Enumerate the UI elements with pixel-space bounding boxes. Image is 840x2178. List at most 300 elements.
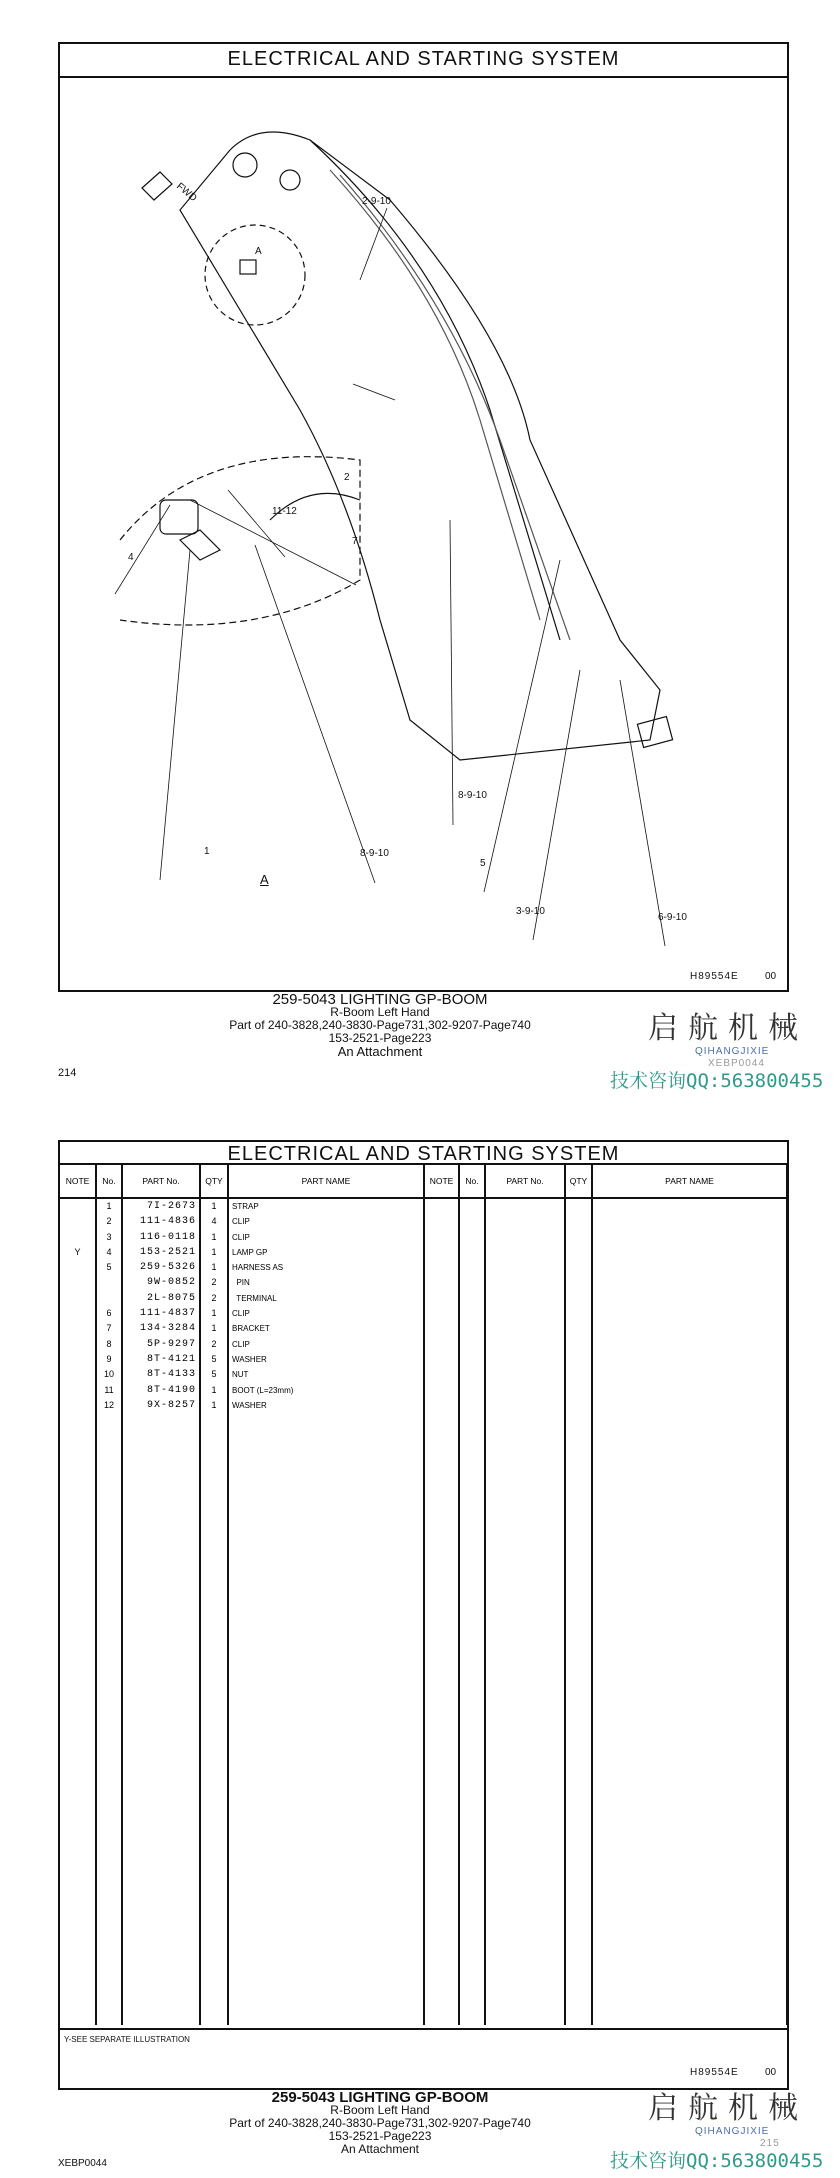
empty-cell xyxy=(122,1765,200,1780)
empty-cell xyxy=(59,1428,96,1443)
empty-cell xyxy=(122,1581,200,1596)
table-row xyxy=(59,1933,787,1948)
empty-cell xyxy=(96,1979,122,1994)
empty-cell xyxy=(592,1719,787,1734)
empty-cell xyxy=(228,1750,424,1765)
boom-outline xyxy=(180,132,660,760)
table-row xyxy=(59,1918,787,1933)
empty-cell xyxy=(485,1321,565,1336)
empty-cell xyxy=(59,1474,96,1489)
table-row xyxy=(59,1826,787,1841)
empty-cell xyxy=(424,1612,459,1627)
column-header: PART No. xyxy=(122,1164,200,1198)
empty-cell xyxy=(96,1536,122,1551)
empty-cell xyxy=(59,1949,96,1964)
empty-cell xyxy=(424,1826,459,1841)
empty-cell xyxy=(200,1841,228,1856)
empty-cell xyxy=(200,1474,228,1489)
empty-cell xyxy=(565,1689,592,1704)
empty-cell xyxy=(424,1689,459,1704)
empty-cell xyxy=(424,1704,459,1719)
empty-cell xyxy=(485,1260,565,1275)
table-row xyxy=(59,1214,787,1229)
empty-cell xyxy=(200,1673,228,1688)
empty-cell xyxy=(424,1383,459,1398)
callout-7: 7 xyxy=(352,536,358,547)
empty-cell xyxy=(459,1979,485,1994)
empty-cell xyxy=(485,1383,565,1398)
empty-cell xyxy=(59,1520,96,1535)
empty-cell xyxy=(565,1245,592,1260)
empty-cell xyxy=(485,2010,565,2025)
empty-cell xyxy=(228,1490,424,1505)
empty-cell xyxy=(565,1428,592,1443)
drawing-revision: 00 xyxy=(765,2067,777,2078)
empty-cell xyxy=(592,1903,787,1918)
empty-cell xyxy=(59,1933,96,1948)
empty-cell xyxy=(59,1994,96,2009)
empty-cell xyxy=(565,1291,592,1306)
table-row xyxy=(59,1750,787,1765)
empty-cell xyxy=(200,1750,228,1765)
watermark xyxy=(610,2092,823,2172)
figure-caption xyxy=(210,2091,550,2156)
empty-cell xyxy=(485,1643,565,1658)
watermark-contact: 技术咨询QQ:563800455 xyxy=(610,2150,824,2172)
empty-cell xyxy=(459,1857,485,1872)
column-header: PART No. xyxy=(485,1164,565,1198)
cell-qty: 1 xyxy=(200,1230,228,1245)
empty-cell xyxy=(96,1505,122,1520)
watermark-logo-text: 启航机械 xyxy=(648,1012,808,1045)
empty-cell xyxy=(485,1291,565,1306)
table-row xyxy=(59,1811,787,1826)
table-row xyxy=(59,1551,787,1566)
cell-qty: 4 xyxy=(200,1214,228,1229)
table-row xyxy=(59,1291,787,1306)
empty-cell xyxy=(424,1505,459,1520)
empty-cell xyxy=(200,1490,228,1505)
empty-cell xyxy=(122,1551,200,1566)
empty-cell xyxy=(592,1444,787,1459)
empty-cell xyxy=(200,1597,228,1612)
cell-note xyxy=(59,1352,96,1367)
cell-note xyxy=(59,1398,96,1413)
empty-cell xyxy=(592,1337,787,1352)
empty-cell xyxy=(485,1811,565,1826)
empty-cell xyxy=(96,1704,122,1719)
empty-cell xyxy=(424,1780,459,1795)
empty-cell xyxy=(200,1964,228,1979)
drawing-number: H89554E xyxy=(690,971,739,982)
empty-cell xyxy=(200,1780,228,1795)
cell-no: 5 xyxy=(96,1260,122,1275)
table-row xyxy=(59,1857,787,1872)
empty-cell xyxy=(424,1581,459,1596)
caption-line: 153-2521-Page223 xyxy=(328,1031,432,1045)
view-a-label: A xyxy=(260,872,269,887)
empty-cell xyxy=(200,1887,228,1902)
empty-cell xyxy=(200,1765,228,1780)
empty-cell xyxy=(59,1627,96,1642)
table-row xyxy=(59,1841,787,1856)
cell-no: 2 xyxy=(96,1214,122,1229)
empty-cell xyxy=(424,1658,459,1673)
empty-cell xyxy=(565,1857,592,1872)
empty-cell xyxy=(200,1505,228,1520)
empty-cell xyxy=(59,1413,96,1428)
caption-line: R-Boom Left Hand xyxy=(330,2103,430,2117)
empty-cell xyxy=(485,1367,565,1382)
empty-cell xyxy=(200,1979,228,1994)
empty-cell xyxy=(485,1520,565,1535)
empty-cell xyxy=(59,1857,96,1872)
empty-cell xyxy=(228,1949,424,1964)
empty-cell xyxy=(59,1673,96,1688)
empty-cell xyxy=(592,1872,787,1887)
empty-cell xyxy=(200,1903,228,1918)
empty-cell xyxy=(485,1704,565,1719)
empty-cell xyxy=(592,1275,787,1290)
empty-cell xyxy=(424,1964,459,1979)
empty-cell xyxy=(565,1398,592,1413)
empty-cell xyxy=(122,1704,200,1719)
empty-cell xyxy=(122,1566,200,1581)
empty-cell xyxy=(459,1245,485,1260)
empty-cell xyxy=(59,1811,96,1826)
cell-qty: 1 xyxy=(200,1306,228,1321)
empty-cell xyxy=(459,1383,485,1398)
cell-note: Y xyxy=(59,1245,96,1260)
cell-name: BOOT (L=23mm) xyxy=(228,1383,424,1398)
empty-cell xyxy=(565,1505,592,1520)
empty-cell xyxy=(228,1520,424,1535)
empty-cell xyxy=(59,1780,96,1795)
empty-cell xyxy=(59,1566,96,1581)
cell-no xyxy=(96,1291,122,1306)
caption-title: 259-5043 LIGHTING GP-BOOM xyxy=(271,2089,489,2106)
empty-cell xyxy=(228,1780,424,1795)
empty-cell xyxy=(565,1734,592,1749)
empty-cell xyxy=(565,1520,592,1535)
empty-cell xyxy=(592,1474,787,1489)
drawing-number: H89554E xyxy=(690,2067,739,2078)
empty-cell xyxy=(485,1765,565,1780)
empty-cell xyxy=(459,1444,485,1459)
cell-part: 8T-4133 xyxy=(122,1367,200,1382)
cell-part: 153-2521 xyxy=(122,1245,200,1260)
table-row xyxy=(59,1260,787,1275)
empty-cell xyxy=(592,1566,787,1581)
empty-cell xyxy=(228,1627,424,1642)
empty-cell xyxy=(200,1643,228,1658)
empty-cell xyxy=(59,1887,96,1902)
empty-cell xyxy=(592,2010,787,2025)
empty-cell xyxy=(459,1260,485,1275)
empty-cell xyxy=(565,1704,592,1719)
callout-3-9-10: 3-9-10 xyxy=(516,906,545,917)
empty-cell xyxy=(200,1581,228,1596)
empty-cell xyxy=(59,1841,96,1856)
empty-cell xyxy=(424,1428,459,1443)
empty-cell xyxy=(122,1872,200,1887)
empty-cell xyxy=(485,1796,565,1811)
empty-cell xyxy=(592,1994,787,2009)
cell-name: WASHER xyxy=(228,1398,424,1413)
empty-cell xyxy=(228,1673,424,1688)
table-row xyxy=(59,1765,787,1780)
empty-cell xyxy=(592,1520,787,1535)
empty-cell xyxy=(96,1520,122,1535)
empty-cell xyxy=(592,1857,787,1872)
empty-cell xyxy=(565,1627,592,1642)
empty-cell xyxy=(459,1566,485,1581)
empty-cell xyxy=(459,2010,485,2025)
empty-cell xyxy=(200,1413,228,1428)
cell-qty: 1 xyxy=(200,1260,228,1275)
empty-cell xyxy=(565,1933,592,1948)
empty-cell xyxy=(565,1413,592,1428)
callout-5: 5 xyxy=(480,858,486,869)
empty-cell xyxy=(228,1428,424,1443)
table-row xyxy=(59,1796,787,1811)
empty-cell xyxy=(424,2010,459,2025)
table-row xyxy=(59,1581,787,1596)
empty-cell xyxy=(565,1964,592,1979)
table-row xyxy=(59,1887,787,1902)
empty-cell xyxy=(485,1536,565,1551)
empty-cell xyxy=(459,1780,485,1795)
empty-cell xyxy=(424,1643,459,1658)
cell-note xyxy=(59,1321,96,1336)
caption-line: An Attachment xyxy=(340,2142,420,2156)
callout-11-12: 11-12 xyxy=(272,506,297,517)
empty-cell xyxy=(485,1428,565,1443)
empty-cell xyxy=(122,1719,200,1734)
empty-cell xyxy=(59,1796,96,1811)
footnote: Y-SEE SEPARATE ILLUSTRATION xyxy=(64,2035,190,2044)
empty-cell xyxy=(424,1321,459,1336)
table-row xyxy=(59,1474,787,1489)
empty-cell xyxy=(200,1459,228,1474)
empty-cell xyxy=(59,1689,96,1704)
empty-cell xyxy=(485,1459,565,1474)
cell-qty: 1 xyxy=(200,1198,228,1214)
empty-cell xyxy=(59,2010,96,2025)
empty-cell xyxy=(96,1857,122,1872)
view-a-marker: A xyxy=(255,246,262,257)
empty-cell xyxy=(592,1581,787,1596)
empty-cell xyxy=(565,2010,592,2025)
empty-cell xyxy=(485,1627,565,1642)
empty-cell xyxy=(459,1949,485,1964)
empty-cell xyxy=(59,1918,96,1933)
empty-cell xyxy=(59,1704,96,1719)
empty-cell xyxy=(200,1719,228,1734)
title-divider xyxy=(60,76,787,78)
empty-cell xyxy=(459,1474,485,1489)
empty-cell xyxy=(592,1198,787,1214)
empty-cell xyxy=(228,1826,424,1841)
empty-cell xyxy=(122,1949,200,1964)
empty-cell xyxy=(122,1857,200,1872)
empty-cell xyxy=(459,1459,485,1474)
empty-cell xyxy=(592,1750,787,1765)
empty-cell xyxy=(592,1949,787,1964)
page-code: XEBP0044 xyxy=(58,2158,107,2169)
empty-cell xyxy=(59,1765,96,1780)
table-row xyxy=(59,1536,787,1551)
empty-cell xyxy=(459,1337,485,1352)
cell-name: STRAP xyxy=(228,1198,424,1214)
empty-cell xyxy=(424,1719,459,1734)
empty-cell xyxy=(96,1444,122,1459)
empty-cell xyxy=(122,1627,200,1642)
empty-cell xyxy=(565,1826,592,1841)
empty-cell xyxy=(592,1597,787,1612)
empty-cell xyxy=(459,1627,485,1642)
empty-cell xyxy=(459,1490,485,1505)
empty-cell xyxy=(592,1428,787,1443)
callout-2-9-10: 2-9-10 xyxy=(362,196,391,207)
cell-qty: 1 xyxy=(200,1321,228,1336)
empty-cell xyxy=(592,1643,787,1658)
empty-cell xyxy=(96,1551,122,1566)
empty-cell xyxy=(485,1750,565,1765)
table-row xyxy=(59,1612,787,1627)
empty-cell xyxy=(565,1796,592,1811)
empty-cell xyxy=(485,1245,565,1260)
caption-title: 259-5043 LIGHTING GP-BOOM xyxy=(272,991,488,1008)
cell-note xyxy=(59,1198,96,1214)
empty-cell xyxy=(96,1750,122,1765)
empty-cell xyxy=(565,1490,592,1505)
cell-name: LAMP GP xyxy=(228,1245,424,1260)
table-row xyxy=(59,1689,787,1704)
empty-cell xyxy=(592,1734,787,1749)
empty-cell xyxy=(424,1367,459,1382)
empty-cell xyxy=(424,1490,459,1505)
empty-cell xyxy=(122,1413,200,1428)
cell-no: 8 xyxy=(96,1337,122,1352)
cell-part: 259-5326 xyxy=(122,1260,200,1275)
empty-cell xyxy=(459,1214,485,1229)
empty-cell xyxy=(592,1979,787,1994)
empty-cell xyxy=(424,1566,459,1581)
empty-cell xyxy=(592,1826,787,1841)
cell-part: 116-0118 xyxy=(122,1230,200,1245)
empty-cell xyxy=(122,1612,200,1627)
empty-cell xyxy=(96,1581,122,1596)
empty-cell xyxy=(228,1581,424,1596)
table-row xyxy=(59,1643,787,1658)
empty-cell xyxy=(485,1857,565,1872)
empty-cell xyxy=(592,1291,787,1306)
cell-part: 5P-9297 xyxy=(122,1337,200,1352)
footnote-divider xyxy=(60,2028,787,2030)
empty-cell xyxy=(200,2010,228,2025)
empty-cell xyxy=(459,1689,485,1704)
column-header: QTY xyxy=(200,1164,228,1198)
empty-cell xyxy=(228,1597,424,1612)
empty-cell xyxy=(459,1734,485,1749)
table-row xyxy=(59,1734,787,1749)
empty-cell xyxy=(96,1566,122,1581)
empty-cell xyxy=(459,1581,485,1596)
empty-cell xyxy=(122,1643,200,1658)
empty-cell xyxy=(459,1321,485,1336)
empty-cell xyxy=(96,2010,122,2025)
caption-line: R-Boom Left Hand xyxy=(330,1005,430,1019)
empty-cell xyxy=(592,1887,787,1902)
cell-qty: 2 xyxy=(200,1291,228,1306)
table-row xyxy=(59,1704,787,1719)
callout-2: 2 xyxy=(344,472,350,483)
empty-cell xyxy=(459,1352,485,1367)
empty-cell xyxy=(200,1536,228,1551)
empty-cell xyxy=(485,1994,565,2009)
page-title: ELECTRICAL AND STARTING SYSTEM xyxy=(227,48,620,70)
caption-line: 153-2521-Page223 xyxy=(328,2129,432,2143)
empty-cell xyxy=(459,1612,485,1627)
empty-cell xyxy=(96,1428,122,1443)
empty-cell xyxy=(565,1551,592,1566)
empty-cell xyxy=(59,1979,96,1994)
empty-cell xyxy=(485,1214,565,1229)
empty-cell xyxy=(200,1857,228,1872)
empty-cell xyxy=(59,1612,96,1627)
empty-cell xyxy=(59,1750,96,1765)
cell-qty: 5 xyxy=(200,1367,228,1382)
empty-cell xyxy=(565,1750,592,1765)
cell-name: PIN xyxy=(228,1275,424,1290)
empty-cell xyxy=(485,1689,565,1704)
empty-cell xyxy=(424,1275,459,1290)
empty-cell xyxy=(122,1841,200,1856)
empty-cell xyxy=(485,1887,565,1902)
empty-cell xyxy=(459,1811,485,1826)
empty-cell xyxy=(228,1689,424,1704)
empty-cell xyxy=(59,1505,96,1520)
empty-cell xyxy=(565,1198,592,1214)
empty-cell xyxy=(459,1230,485,1245)
empty-cell xyxy=(96,1780,122,1795)
empty-cell xyxy=(59,1903,96,1918)
cell-part: 7I-2673 xyxy=(122,1198,200,1214)
empty-cell xyxy=(424,1918,459,1933)
cell-part: 9W-0852 xyxy=(122,1275,200,1290)
column-header: QTY xyxy=(565,1164,592,1198)
table-row xyxy=(59,1979,787,1994)
table-row xyxy=(59,1352,787,1367)
cell-no: 11 xyxy=(96,1383,122,1398)
empty-cell xyxy=(122,1750,200,1765)
cell-no: 7 xyxy=(96,1321,122,1336)
empty-cell xyxy=(485,1841,565,1856)
empty-cell xyxy=(565,1872,592,1887)
empty-cell xyxy=(200,1811,228,1826)
empty-cell xyxy=(565,1918,592,1933)
empty-cell xyxy=(485,1826,565,1841)
empty-cell xyxy=(592,1612,787,1627)
empty-cell xyxy=(59,1826,96,1841)
empty-cell xyxy=(485,1398,565,1413)
empty-cell xyxy=(592,1230,787,1245)
empty-cell xyxy=(228,1612,424,1627)
column-header: NOTE xyxy=(424,1164,459,1198)
empty-cell xyxy=(565,1444,592,1459)
empty-cell xyxy=(424,1887,459,1902)
